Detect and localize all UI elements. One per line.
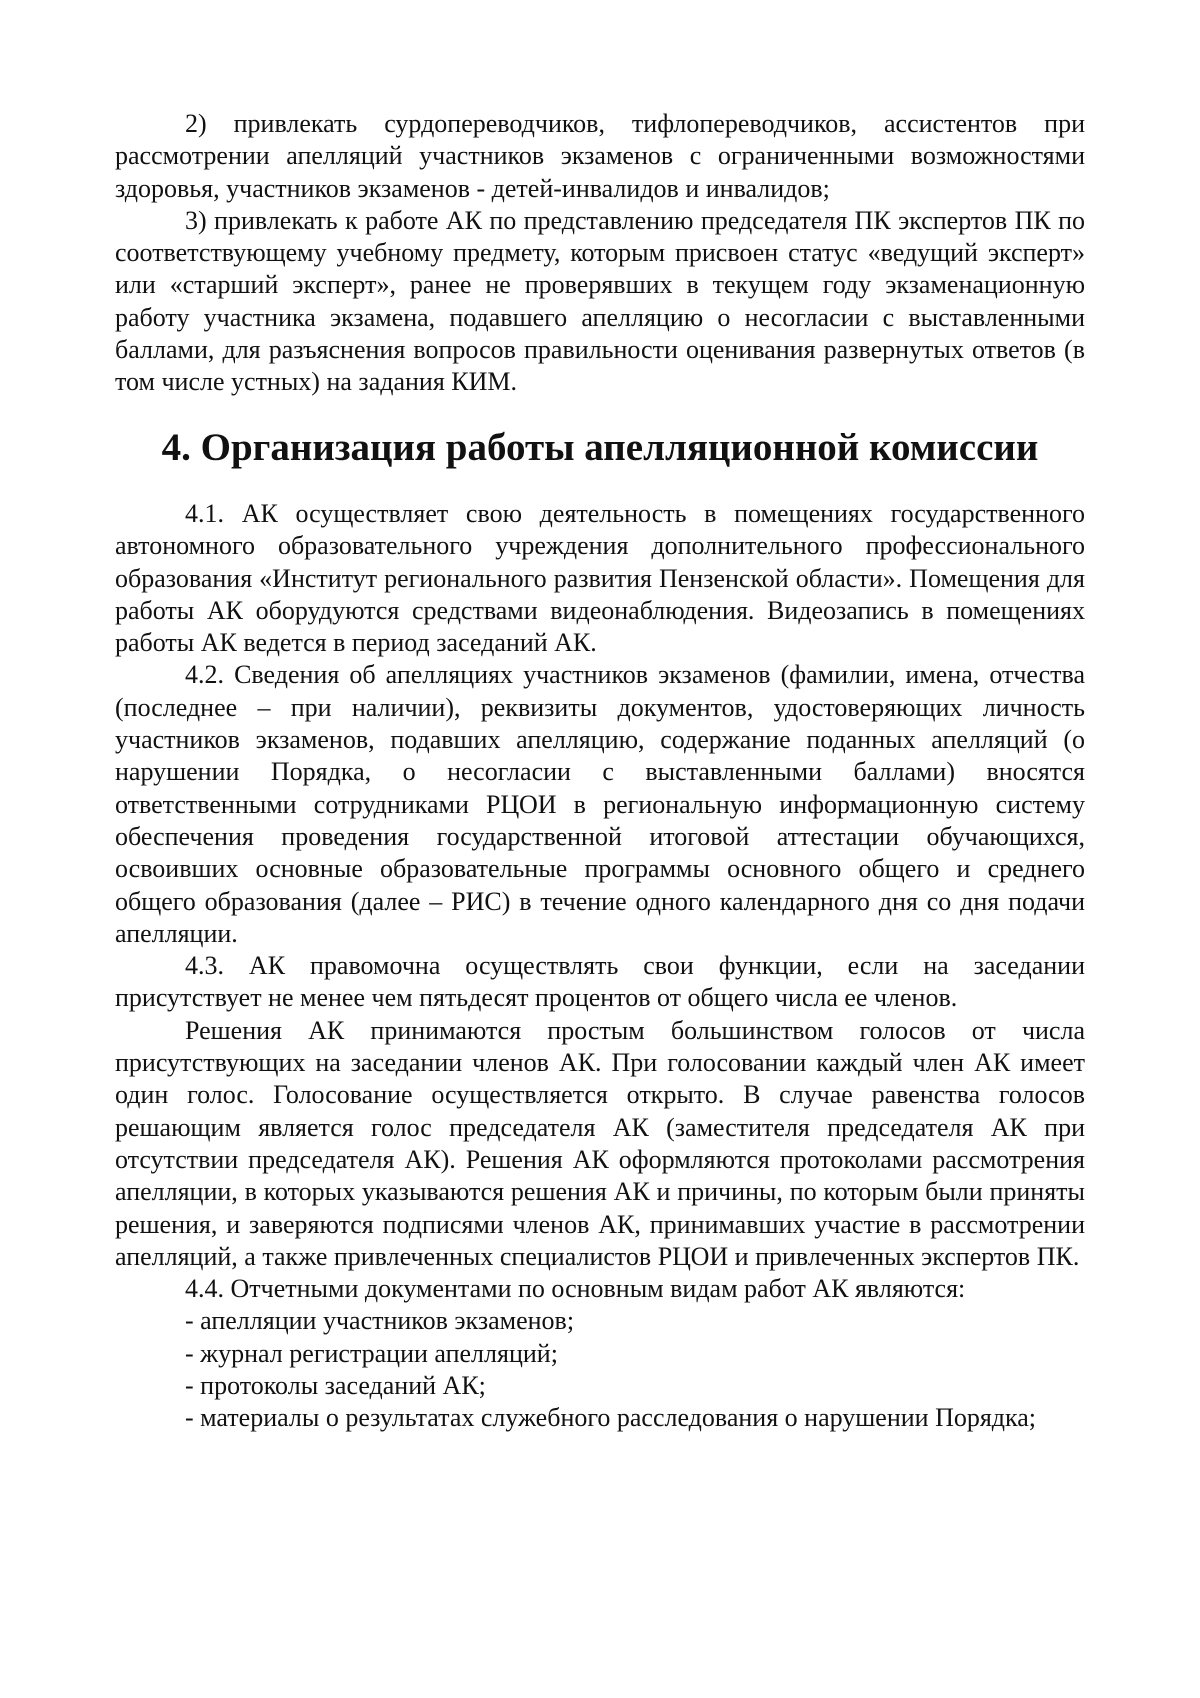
paragraph-4-3: 4.3. АК правомочна осуществлять свои функции, если на заседании присутствует не менее чем пятьдесят процентов от общего числа ее членов. <box>115 951 1085 1013</box>
document-page <box>115 108 1085 1435</box>
list-item: - апелляции участников экзаменов; <box>185 1306 575 1336</box>
paragraph-item-2: 2) привлекать сурдопереводчиков, тифлопереводчиков, ассистентов при рассмотрении апелляций участников экзаменов с ограниченными возможностями здоровья, участников экзаменов - детей-инвалидов и инвалидов; <box>115 109 1085 203</box>
paragraph-4-2: 4.2. Сведения об апелляциях участников экзаменов (фамилии, имена, отчества (последнее – при наличии), реквизиты документов, удостоверяющих личность участников экзаменов, подавших апелляцию, содержание поданных апелляций (о нарушении Порядка, о несогласии с выставленными баллами) вносятся ответственными сотрудниками РЦОИ в региональную информационную систему обеспечения проведения государственной итоговой аттестации обучающихся, освоивших основные образовательные программы основного общего и среднего общего образования (далее – РИС) в течение одного календарного дня со дня подачи апелляции. <box>115 660 1085 948</box>
list-item: - протоколы заседаний АК; <box>185 1370 486 1400</box>
paragraph-4-1: 4.1. АК осуществляет свою деятельность в помещениях государственного автономного образовательного учреждения дополнительного профессионального образования «Институт регионального развития Пензенской области». Помещения для работы АК оборудуются средствами видеонаблюдения. Видеозапись в помещениях работы АК ведется в период заседаний АК. <box>115 498 1085 658</box>
paragraph-4-4: 4.4. Отчетными документами по основным видам работ АК являются: <box>185 1274 966 1304</box>
list-item: - журнал регистрации апелляций; <box>185 1338 558 1368</box>
list-item: - материалы о результатах служебного расследования о нарушении Порядка; <box>185 1403 1037 1433</box>
paragraph-item-3: 3) привлекать к работе АК по представлению председателя ПК экспертов ПК по соответствующему учебному предмету, которым присвоен статус «ведущий эксперт» или «старший эксперт», ранее не проверявших в текущем году экзаменационную работу участника экзамена, подавшего апелляцию о несогласии с выставленными баллами, для разъяснения вопросов правильности оценивания развернутых ответов (в том числе устных) на задания КИМ. <box>115 205 1085 397</box>
section-heading: 4. Организация работы апелляционной комиссии <box>161 425 1039 469</box>
paragraph-decisions: Решения АК принимаются простым большинством голосов от числа присутствующих на заседании членов АК. При голосовании каждый член АК имеет один голос. Голосование осуществляется открыто. В случае равенства голосов решающим является голос председателя АК (заместителя председателя АК при отсутствии председателя АК). Решения АК оформляются протоколами рассмотрения апелляции, в которых указываются решения АК и причины, по которым были приняты решения, и заверяются подписями членов АК, принимавших участие в рассмотрении апелляций, а также привлеченных специалистов РЦОИ и привлеченных экспертов ПК. <box>115 1015 1085 1271</box>
